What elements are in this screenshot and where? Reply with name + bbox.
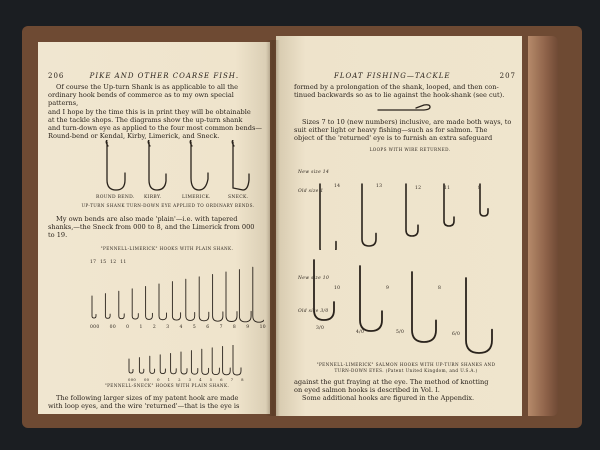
salmon-hook — [320, 184, 336, 250]
sneck-hooks-illustration — [126, 345, 246, 379]
left-page — [38, 42, 270, 414]
salmon-hooks-row-2 — [298, 256, 508, 356]
caption-pennell-sneck: "PENNELL-SNECK" HOOKS WITH PLAIN SHANK. — [104, 383, 230, 388]
row2-low-number: 6/0 — [452, 332, 461, 337]
sneck-hook — [160, 355, 165, 374]
limerick-hook — [253, 267, 264, 322]
size-number: 17 — [90, 260, 97, 265]
size-number: 4 — [199, 377, 202, 382]
hook-label-limerick: LIMERICK. — [182, 195, 211, 200]
sneck-hook — [232, 140, 249, 190]
page-block-edge — [528, 36, 558, 416]
sneck-hook — [212, 348, 219, 375]
hook-label-kirby: KIRBY. — [144, 195, 162, 200]
limerick-hook — [92, 296, 96, 318]
size-number: 2 — [152, 325, 157, 330]
limerick-hook — [159, 284, 167, 320]
text-line: on eyed salmon hooks is described in Vol. I. — [294, 386, 440, 395]
text-line: The following larger sizes of my patent hook are made — [56, 394, 239, 402]
text-line: with loop eyes, and the wire 'returned'—that is the eye is — [48, 402, 240, 411]
book-gutter — [266, 40, 280, 416]
row2-number: 10 — [334, 286, 341, 291]
kirby-hook — [148, 140, 166, 190]
salmon-hook — [466, 278, 492, 353]
limerick-hook — [239, 270, 251, 322]
sneck-numbers — [128, 377, 244, 382]
text-line: tinued backwards so as to lie against the hook-shank (see cut). — [294, 91, 505, 100]
size-number: 0 — [126, 325, 130, 330]
text-line: suit either light or heavy fishing—such as for salmon. The — [294, 126, 488, 135]
size-number: 00 — [109, 325, 116, 330]
hook-label-round-bend: ROUND BEND. — [96, 195, 135, 200]
size-number: 9 — [246, 325, 250, 330]
limerick-hooks-illustration — [88, 264, 264, 332]
size-number: 7 — [230, 377, 234, 382]
text-line: My own bends are also made 'plain'—i.e. with tapered — [56, 215, 238, 223]
limerick-hook — [146, 286, 153, 319]
side-label-line: Old size 3/0 — [298, 309, 329, 314]
salmon-hook — [360, 266, 382, 331]
side-label-line: New size 10 — [298, 276, 330, 281]
text-line: formed by a prolongation of the shank, looped, and then con- — [294, 83, 499, 91]
row2-low-number: 5/0 — [396, 330, 405, 335]
text-line: to 19. — [48, 231, 68, 240]
text-line: Round-bend or Kendal, Kirby, Limerick, and Sneck. — [48, 132, 220, 141]
sneck-hook — [191, 351, 197, 375]
size-number: 5 — [192, 325, 197, 330]
size-number: 7 — [219, 325, 223, 330]
limerick-hook — [119, 291, 124, 319]
left-paragraph-2 — [48, 215, 266, 240]
text-line: at the tackle shops. The diagrams show the up-turn shank — [48, 115, 243, 124]
size-number: 10 — [259, 325, 266, 330]
row1-number: 14 — [334, 184, 341, 189]
right-running-head: FLOAT FISHING—TACKLE — [334, 72, 451, 80]
text-line: Sizes 7 to 10 (new numbers) inclusive, are made both ways, to — [302, 118, 512, 126]
limerick-hook — [132, 289, 138, 319]
text-line: object of the 'returned' eye is to furnish an extra safeguard — [294, 134, 493, 143]
limerick-hook — [172, 282, 180, 321]
salmon-hooks-row-1 — [298, 154, 508, 250]
hook-label-sneck: SNECK. — [228, 195, 249, 200]
round-bend-hook — [106, 140, 125, 190]
text-line: ordinary hook bends of commerce as to my own special patterns, — [48, 91, 234, 108]
size-number: 6 — [206, 325, 210, 330]
salmon-hook — [362, 184, 376, 246]
right-page — [276, 36, 522, 416]
size-number: 5 — [209, 377, 213, 382]
side-label-line: New size 14 — [298, 170, 330, 175]
size-number: 3 — [188, 377, 192, 382]
row1-number: 12 — [415, 186, 422, 191]
row1-number: 8 — [478, 186, 482, 191]
size-number: 1 — [139, 325, 143, 330]
row2-low-number: 3/0 — [316, 326, 325, 331]
limerick-hook — [199, 277, 209, 321]
size-number: 0 — [157, 377, 160, 382]
sneck-hook — [171, 353, 177, 373]
size-number: 4 — [179, 325, 183, 330]
caption-ordinary-bends: UP-TURN SHANK TURN-DOWN EYE APPLIED TO ORDINARY BENDS. — [81, 203, 255, 208]
right-paragraph-2 — [294, 118, 518, 143]
size-number: 8 — [241, 377, 244, 382]
limerick-hook — [190, 140, 208, 190]
size-number: 000 — [90, 325, 100, 330]
limerick-hook — [186, 279, 195, 320]
text-line: and turn-down eye as applied to the four most common bends— — [48, 124, 262, 133]
sneck-hook — [139, 358, 143, 374]
right-paragraph-1 — [294, 83, 518, 99]
right-paragraph-3 — [294, 378, 518, 403]
salmon-hook — [314, 260, 334, 320]
caption-line: TURN-DOWN EYES. (Patent United Kingdom, and U.S.A.) — [334, 368, 478, 373]
limerick-hook — [226, 272, 237, 322]
text-line: and I hope by the time this is in print they will be obtainable — [48, 107, 251, 116]
size-number: 8 — [232, 325, 237, 330]
left-paragraph-1 — [48, 83, 266, 140]
common-bends-illustration — [94, 140, 264, 196]
size-number: 1 — [167, 377, 171, 382]
salmon-hook — [406, 184, 418, 236]
size-number: 000 — [128, 377, 137, 382]
row2-low-number: 4/0 — [356, 330, 365, 335]
limerick-hook — [213, 274, 223, 321]
limerick-hook — [105, 294, 110, 319]
left-paragraph-3 — [48, 394, 266, 410]
text-line: Of course the Up-turn Shank is as applicable to all the — [56, 83, 239, 91]
left-page-number: 206 — [48, 72, 65, 80]
size-number: 3 — [166, 325, 170, 330]
sneck-hook — [202, 349, 209, 374]
salmon-hook — [480, 184, 488, 216]
size-number: 15 — [100, 260, 107, 265]
caption-line: "PENNELL-LIMERICK" SALMON HOOKS WITH UP-TURN SHANKS AND — [316, 362, 496, 367]
size-number: 12 — [110, 260, 117, 265]
salmon-hook — [412, 272, 436, 342]
returned-eye-illustration — [376, 104, 436, 116]
left-running-head: PIKE AND OTHER COARSE FISH. — [89, 72, 240, 80]
size-number: 11 — [120, 260, 127, 265]
sneck-hook — [233, 345, 241, 375]
sneck-hook — [223, 346, 231, 374]
caption-salmon-hooks — [294, 362, 518, 374]
left-running-header — [48, 72, 262, 80]
row1-number: 13 — [376, 184, 383, 189]
caption-loops-returned: LOOPS WITH WIRE RETURNED. — [369, 147, 451, 152]
text-line: shanks,—the Sneck from 000 to 8, and the Limerick from 000 — [48, 223, 255, 232]
right-page-number: 207 — [499, 72, 516, 80]
right-running-header — [294, 72, 516, 80]
sneck-hook — [150, 356, 155, 373]
size-number: 00 — [143, 377, 150, 382]
size-number: 2 — [178, 377, 181, 382]
size-number: 6 — [220, 377, 223, 382]
side-label-line: Old size 1 — [298, 189, 324, 194]
row1-number: 11 — [444, 186, 451, 191]
sneck-hook — [129, 359, 133, 373]
limerick-bottom-numbers — [90, 325, 266, 330]
row2-number: 8 — [438, 286, 442, 291]
sneck-hook — [181, 352, 187, 374]
caption-pennell-limerick: "PENNELL-LIMERICK" HOOKS WITH PLAIN SHANK. — [100, 246, 234, 251]
text-line: against the gut fraying at the eye. The method of knotting — [294, 378, 489, 386]
row2-number: 9 — [386, 286, 390, 291]
text-line: Some additional hooks are figured in the Appendix. — [302, 394, 475, 403]
